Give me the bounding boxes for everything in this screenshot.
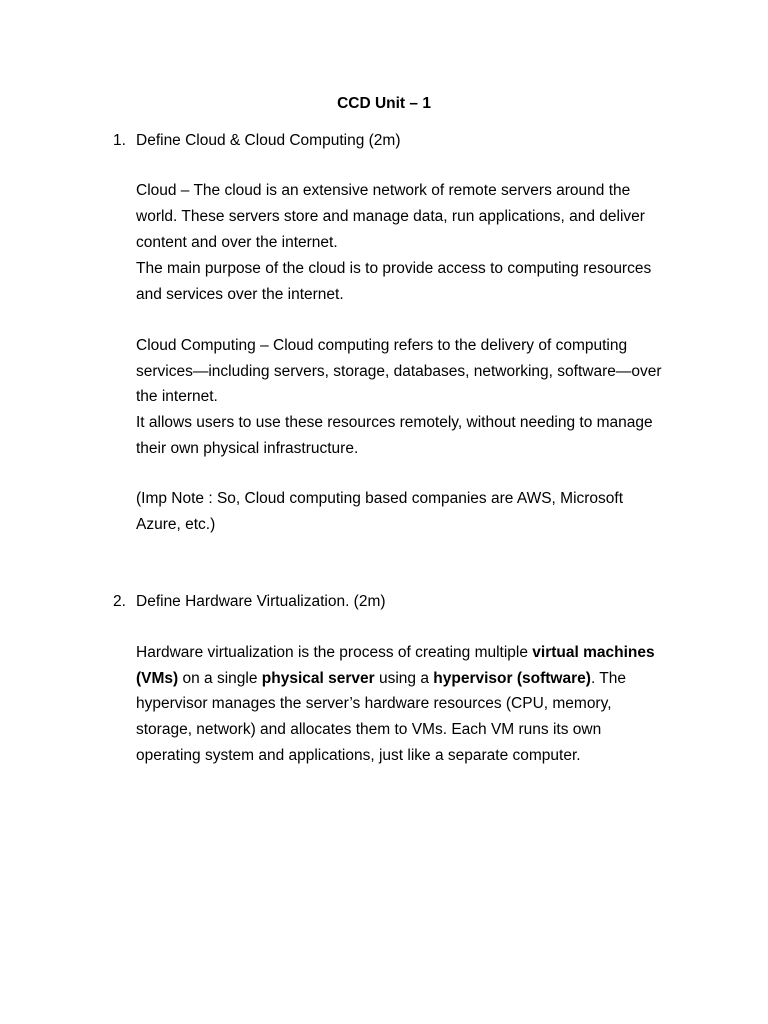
q2-line: operating system and applications, just like a separate computer. (136, 747, 581, 764)
q2-bold-term: hypervisor (software) (433, 670, 591, 687)
q1-note-line: (Imp Note : So, Cloud computing based companies are AWS, Microsoft (136, 490, 624, 507)
q2-text: using a (374, 670, 434, 687)
q1-line: their own physical infrastructure. (136, 440, 359, 457)
q2-text: Hardware virtualization is the process of creating multiple (136, 644, 533, 661)
q2-text: on a single (178, 670, 262, 687)
q2-bold-term: (VMs) (136, 670, 179, 687)
q2-line: hypervisor manages the server’s hardware resources (CPU, memory, (136, 695, 612, 712)
q1-line: world. These servers store and manage data, run applications, and deliver (136, 208, 645, 225)
q1-line: content and over the internet. (136, 234, 338, 251)
document-title: CCD Unit – 1 (337, 95, 431, 112)
q1-line: It allows users to use these resources remotely, without needing to manage (136, 414, 653, 431)
q2-heading: Define Hardware Virtualization. (2m) (136, 593, 386, 610)
q2-line (136, 669, 626, 689)
q2-line (136, 643, 655, 663)
q1-line: Cloud – The cloud is an extensive network of remote servers around the (136, 182, 631, 199)
q2-bold-term: virtual machines (532, 644, 655, 661)
q2-text: . The (590, 670, 626, 687)
q1-note-line: Azure, etc.) (136, 516, 216, 533)
q1-line: and services over the internet. (136, 286, 344, 303)
q1-number: 1. (113, 132, 126, 149)
q1-line: The main purpose of the cloud is to provide access to computing resources (136, 260, 652, 277)
q2-number: 2. (113, 593, 126, 610)
q1-line: the internet. (136, 388, 218, 405)
q1-line: services—including servers, storage, databases, networking, software—over (136, 363, 662, 380)
q1-heading: Define Cloud & Cloud Computing (2m) (136, 132, 401, 149)
q1-line: Cloud Computing – Cloud computing refers to the delivery of computing (136, 337, 628, 354)
q2-line: storage, network) and allocates them to VMs. Each VM runs its own (136, 721, 602, 738)
q2-bold-term: physical server (261, 670, 375, 687)
